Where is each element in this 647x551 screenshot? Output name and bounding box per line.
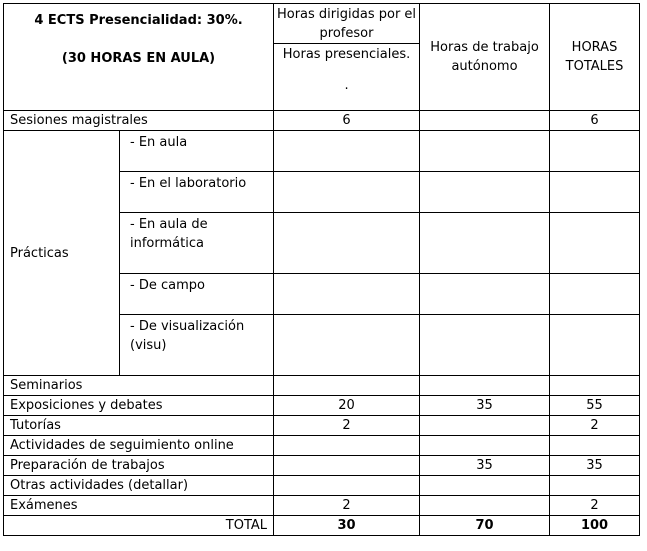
cell-total-total: 100: [550, 516, 640, 536]
table-row: [4, 456, 640, 476]
cell-total-otras: [550, 476, 640, 496]
table-row: [4, 476, 640, 496]
cell-autonomous-examenes: [420, 496, 550, 516]
cell-presential-seminarios: [274, 376, 420, 396]
table-row: [4, 416, 640, 436]
header-autonomous-hours: Horas de trabajo autónomo: [420, 4, 550, 111]
cell-presential-visualizacion: [274, 315, 420, 376]
cell-presential-examenes: 2: [274, 496, 420, 516]
cell-presential-campo: [274, 274, 420, 315]
header-presential-hours-cell: [274, 44, 420, 111]
table-row: [4, 396, 640, 416]
cell-total-preparacion: 35: [550, 456, 640, 476]
header-presential-hours: Horas presenciales.: [282, 47, 411, 62]
table-row: [4, 131, 640, 172]
cell-total-seguimiento: [550, 436, 640, 456]
cell-autonomous-informatica: [420, 213, 550, 274]
cell-autonomous-seguimiento: [420, 436, 550, 456]
cell-total-visualizacion: [550, 315, 640, 376]
row-label-tutorias: Tutorías: [4, 416, 274, 436]
row-label-seminarios: Seminarios: [4, 376, 274, 396]
table-row: [4, 436, 640, 456]
table-row: [4, 111, 640, 131]
row-label-otras: Otras actividades (detallar): [4, 476, 274, 496]
row-label-seguimiento: Actividades de seguimiento online: [4, 436, 274, 456]
header-presential-dot: .: [344, 78, 349, 93]
header-row: [4, 4, 640, 44]
cell-total-campo: [550, 274, 640, 315]
sub-label-en-aula: - En aula: [120, 131, 274, 172]
cell-total-exposiciones: 55: [550, 396, 640, 416]
row-label-exposiciones: Exposiciones y debates: [4, 396, 274, 416]
cell-presential-seguimiento: [274, 436, 420, 456]
cell-presential-otras: [274, 476, 420, 496]
cell-total-informatica: [550, 213, 640, 274]
cell-presential-sesiones: 6: [274, 111, 420, 131]
cell-autonomous-campo: [420, 274, 550, 315]
table-row: [4, 376, 640, 396]
row-label-examenes: Exámenes: [4, 496, 274, 516]
cell-autonomous-en-aula: [420, 131, 550, 172]
cell-total-en-aula: [550, 131, 640, 172]
cell-presential-laboratorio: [274, 172, 420, 213]
total-row: [4, 516, 640, 536]
table-row: [4, 496, 640, 516]
cell-presential-informatica: [274, 213, 420, 274]
header-total-hours: HORAS TOTALES: [550, 4, 640, 111]
cell-total-tutorias: 2: [550, 416, 640, 436]
header-title-line1: 4 ECTS Presencialidad: 30%.: [34, 13, 243, 28]
cell-autonomous-exposiciones: 35: [420, 396, 550, 416]
row-label-practicas: Prácticas: [4, 131, 120, 376]
header-directed-hours: Horas dirigidas por el profesor: [274, 4, 420, 44]
cell-autonomous-seminarios: [420, 376, 550, 396]
cell-autonomous-tutorias: [420, 416, 550, 436]
cell-autonomous-total: 70: [420, 516, 550, 536]
sub-label-laboratorio: - En el laboratorio: [120, 172, 274, 213]
sub-label-campo: - De campo: [120, 274, 274, 315]
cell-autonomous-visualizacion: [420, 315, 550, 376]
row-label-sesiones: Sesiones magistrales: [4, 111, 274, 131]
sub-label-visualizacion: - De visualización (visu): [120, 315, 274, 376]
cell-total-seminarios: [550, 376, 640, 396]
row-label-total: TOTAL: [4, 516, 274, 536]
cell-presential-tutorias: 2: [274, 416, 420, 436]
cell-autonomous-sesiones: [420, 111, 550, 131]
cell-total-laboratorio: [550, 172, 640, 213]
sub-label-informatica: - En aula de informática: [120, 213, 274, 274]
cell-presential-en-aula: [274, 131, 420, 172]
cell-autonomous-laboratorio: [420, 172, 550, 213]
cell-presential-preparacion: [274, 456, 420, 476]
cell-total-sesiones: 6: [550, 111, 640, 131]
cell-total-examenes: 2: [550, 496, 640, 516]
cell-autonomous-otras: [420, 476, 550, 496]
ects-table-container: [3, 3, 640, 536]
ects-hours-table: [3, 3, 640, 536]
cell-autonomous-preparacion: 35: [420, 456, 550, 476]
row-label-preparacion: Preparación de trabajos: [4, 456, 274, 476]
cell-presential-exposiciones: 20: [274, 396, 420, 416]
cell-presential-total: 30: [274, 516, 420, 536]
header-title-line2: (30 HORAS EN AULA): [61, 51, 216, 66]
header-title-cell: [4, 4, 274, 111]
